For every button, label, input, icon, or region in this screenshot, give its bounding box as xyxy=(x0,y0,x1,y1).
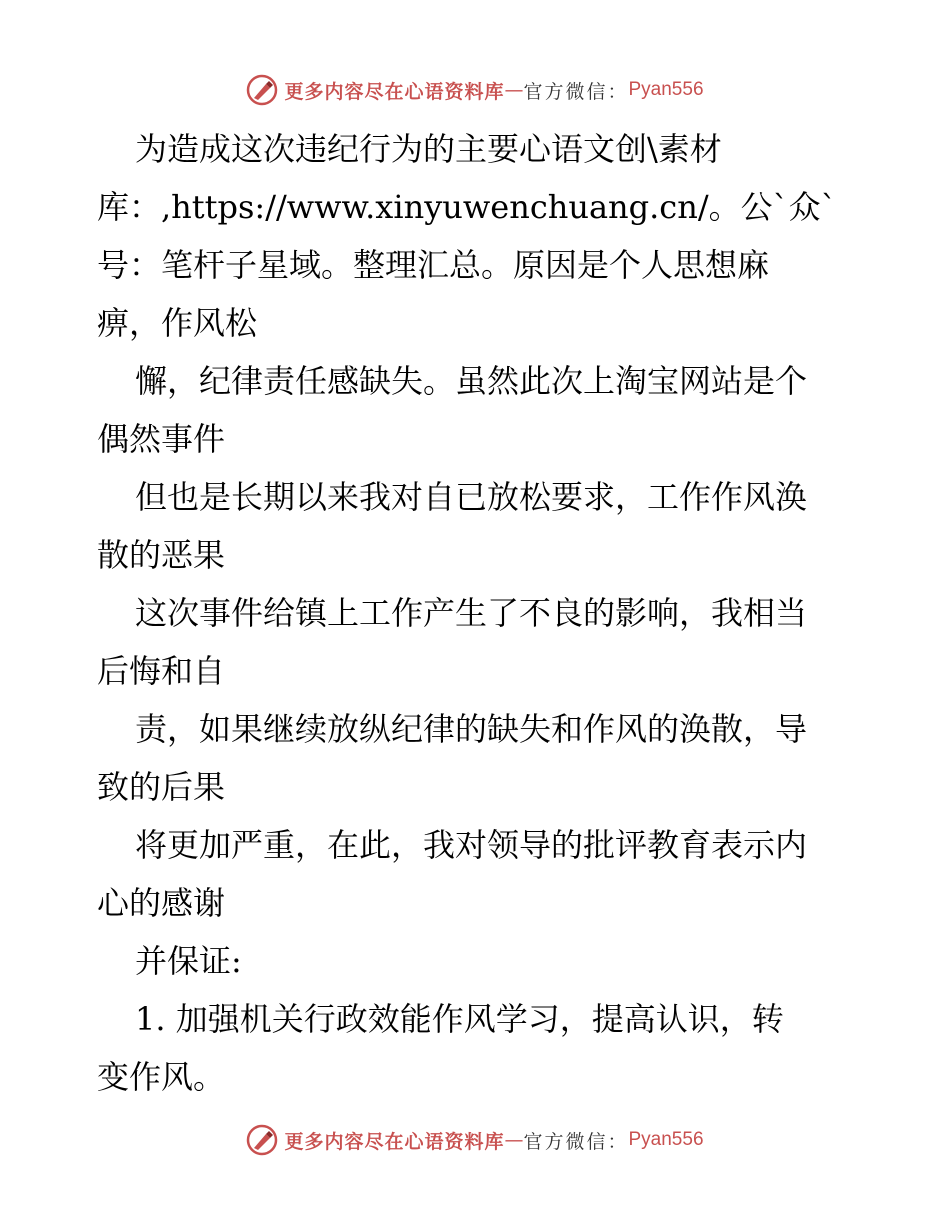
text-line: 变作风。 xyxy=(97,1058,226,1096)
text-line: 号：笔杆子星域。整理汇总。原因是个人思想麻 xyxy=(97,246,770,284)
banner-dash: — xyxy=(504,1129,524,1151)
text-line: 为造成这次违纪行为的主要心语文创\素材 xyxy=(135,130,722,168)
header-watermark-banner xyxy=(0,70,950,110)
pen-logo-icon xyxy=(246,74,278,106)
banner-main-text: 更多内容尽在心语资料库 xyxy=(284,1130,505,1153)
text-line: 库：,https://www.xinyuwenchuang.cn/。公`众` xyxy=(97,188,837,226)
text-line: 1. 加强机关行政效能作风学习，提高认识，转 xyxy=(135,1000,784,1038)
banner-wechat-label: 官方微信： xyxy=(523,80,629,103)
document-body xyxy=(97,120,857,1106)
text-line: 痹，作风松 xyxy=(97,304,258,342)
pen-logo-icon xyxy=(246,1124,278,1156)
text-line: 心的感谢 xyxy=(97,884,226,922)
banner-wechat-id: Pyan556 xyxy=(628,79,704,100)
text-line: 这次事件给镇上工作产生了不良的影响，我相当 xyxy=(135,594,808,632)
banner-wechat-label: 官方微信： xyxy=(523,1130,629,1153)
text-line: 但也是长期以来我对自已放松要求，工作作风涣 xyxy=(135,478,808,516)
banner-main-text: 更多内容尽在心语资料库 xyxy=(284,80,505,103)
footer-watermark-banner xyxy=(0,1120,950,1160)
text-line: 致的后果 xyxy=(97,768,226,806)
text-line: 将更加严重，在此，我对领导的批评教育表示内 xyxy=(135,826,808,864)
text-line: 责，如果继续放纵纪律的缺失和作风的涣散，导 xyxy=(135,710,808,748)
text-line: 懈，纪律责任感缺失。虽然此次上淘宝网站是个 xyxy=(135,362,808,400)
banner-dash: — xyxy=(504,79,524,101)
text-line: 并保证: xyxy=(135,942,242,980)
banner-wechat-id: Pyan556 xyxy=(628,1129,704,1150)
text-line: 偶然事件 xyxy=(97,420,226,458)
text-line: 后悔和自 xyxy=(97,652,226,690)
text-line: 散的恶果 xyxy=(97,536,226,574)
